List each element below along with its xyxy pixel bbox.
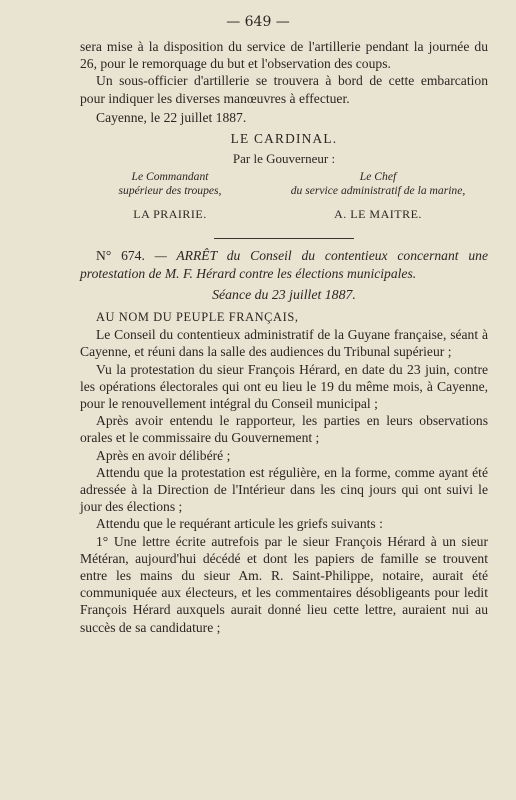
signatory-by-line: Par le Gouverneur :: [232, 151, 336, 167]
seance-date: Séance du 23 juillet 1887.: [212, 286, 356, 302]
paragraph-vu: Vu la protestation du sieur François Hérard, en date du 23 juin, contre les opérations électorales qui ont eu lieu le 19 du même mois, à Cayenne, pour le renouvellement intégral du Conseil municipal ;: [80, 361, 488, 412]
signature-left-title-2: supérieur des troupes,: [118, 184, 222, 198]
preamble-heading: AU NOM DU PEUPLE FRANÇAIS,: [96, 310, 299, 325]
page-body: [80, 38, 488, 636]
page-number: — 649 —: [226, 14, 290, 30]
arrete-title: [80, 247, 488, 281]
paragraph-apres-entendu: Après avoir entendu le rapporteur, les parties en leurs observations orales et le commissaire du Gouvernement ;: [80, 413, 488, 446]
date-line: Cayenne, le 22 juillet 1887.: [96, 109, 247, 125]
paragraph-continuation: sera mise à la disposition du service de l'artillerie pendant la journée du 26, pour le remorquage du but et l'observation des coups.: [80, 39, 488, 72]
signature-right-title-1: Le Chef: [359, 170, 397, 184]
paragraph-conseil: Le Conseil du contentieux administratif de la Guyane française, séant à Cayenne, et réuni dans la salle des audiences du Tribunal supérieur ;: [80, 327, 488, 360]
signature-right: [268, 170, 488, 223]
signature-left-title-1: Le Commandant: [131, 170, 209, 184]
section-divider: [214, 238, 354, 239]
signatures-block: [80, 170, 488, 226]
signature-right-name: A. LE MAITRE.: [334, 207, 422, 222]
signatory-main: LE CARDINAL.: [230, 131, 338, 147]
paragraph-sous-officier: Un sous-officier d'artillerie se trouvera à bord de cette embarcation pour indiquer les diverses manœuvres à effectuer.: [80, 73, 488, 106]
paragraph-attendu-griefs: Attendu que le requérant articule les griefs suivants :: [96, 516, 383, 532]
paragraph-apres-delibere: Après en avoir délibéré ;: [96, 447, 231, 463]
paragraph-grief-1: 1° Une lettre écrite autrefois par le sieur François Hérard à un sieur Météran, aujourd'hui décédé et dont les papiers de famille se trouvent entre les mains du sieur Am. R. Saint-Philippe, notaire, aurait été communiquée aux électeurs, et les commentaires désobligeants pour ledit François Hérard auxquels aurait donné lieu cette lettre, auraient nui au succès de sa candidature ;: [80, 533, 488, 635]
arrete-number: N° 674.: [96, 248, 145, 264]
arrete-title-text: — ARRÊT du Conseil du contentieux concernant une protestation de M. F. Hérard contre les élections municipales.: [80, 248, 488, 281]
signature-left: [80, 170, 260, 223]
signature-right-title-2: du service administratif de la marine,: [290, 184, 466, 198]
paragraph-attendu-regularite: Attendu que la protestation est régulière, en la forme, comme ayant été adressée à la Direction de l'Intérieur dans les cinq jours qui ont suivi le jour des élections ;: [80, 464, 488, 515]
signature-left-name: LA PRAIRIE.: [133, 207, 207, 222]
